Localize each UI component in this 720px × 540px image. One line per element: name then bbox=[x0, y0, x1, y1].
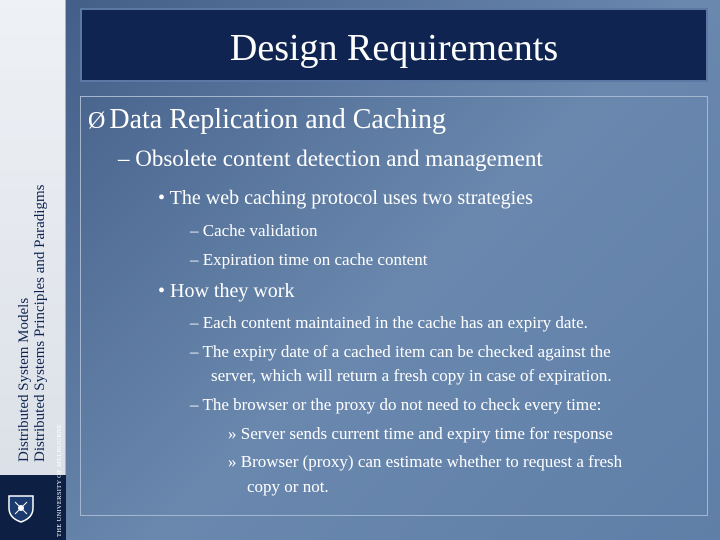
sub-list-item bbox=[228, 424, 613, 444]
dash-marker: – bbox=[190, 342, 199, 361]
sidebar-caption bbox=[16, 185, 48, 462]
sub-list-item bbox=[228, 452, 622, 472]
slide-title: Design Requirements bbox=[229, 27, 559, 69]
point-text: The web caching protocol uses two strategies bbox=[169, 187, 533, 209]
arrow-bullet-icon: Ø bbox=[88, 108, 106, 134]
university-crest-icon bbox=[6, 493, 36, 523]
list-item bbox=[190, 395, 601, 415]
list-item-text: The browser or the proxy do not need to check every time: bbox=[202, 395, 602, 414]
logo-text: THE UNIVERSITY OF MELBOURNE bbox=[56, 423, 63, 537]
dash-marker: – bbox=[118, 146, 130, 171]
list-item bbox=[190, 221, 317, 241]
list-item-text: Each content maintained in the cache has an expiry date. bbox=[202, 313, 588, 332]
list-item-text: The expiry date of a cached item can be checked against the bbox=[202, 342, 611, 361]
guillemet-marker: » bbox=[228, 424, 237, 443]
list-item-continuation: server, which will return a fresh copy in case of expiration. bbox=[211, 366, 612, 385]
sidebar-caption-line1: Distributed System Models bbox=[16, 297, 32, 462]
list-item-text: Cache validation bbox=[202, 221, 318, 240]
dash-marker: – bbox=[190, 395, 199, 414]
point-text: How they work bbox=[170, 280, 295, 302]
subheading-line bbox=[118, 146, 543, 172]
guillemet-marker: » bbox=[228, 452, 237, 471]
university-logo bbox=[0, 423, 66, 540]
sub-list-item-continuation: copy or not. bbox=[247, 477, 329, 496]
sidebar bbox=[0, 0, 66, 540]
list-item bbox=[190, 313, 588, 333]
dot-marker: • bbox=[158, 187, 166, 209]
dot-marker: • bbox=[158, 280, 166, 302]
list-item-text: Expiration time on cache content bbox=[202, 250, 428, 269]
dash-marker: – bbox=[190, 313, 199, 332]
heading-bullet bbox=[88, 104, 446, 136]
sidebar-caption-line2: Distributed Systems Principles and Paradigms bbox=[32, 184, 48, 462]
list-item bbox=[190, 250, 427, 270]
sub-list-item-text: Browser (proxy) can estimate whether to request a fresh bbox=[240, 452, 623, 471]
dash-marker: – bbox=[190, 221, 199, 240]
point-how bbox=[158, 280, 294, 303]
subheading: Obsolete content detection and management bbox=[135, 146, 543, 171]
title-banner bbox=[80, 8, 708, 82]
dash-marker: – bbox=[190, 250, 199, 269]
sub-list-item-text: Server sends current time and expiry time for response bbox=[240, 424, 613, 443]
point-strategies bbox=[158, 187, 533, 210]
section-heading: Data Replication and Caching bbox=[109, 104, 447, 135]
list-item bbox=[190, 342, 611, 362]
